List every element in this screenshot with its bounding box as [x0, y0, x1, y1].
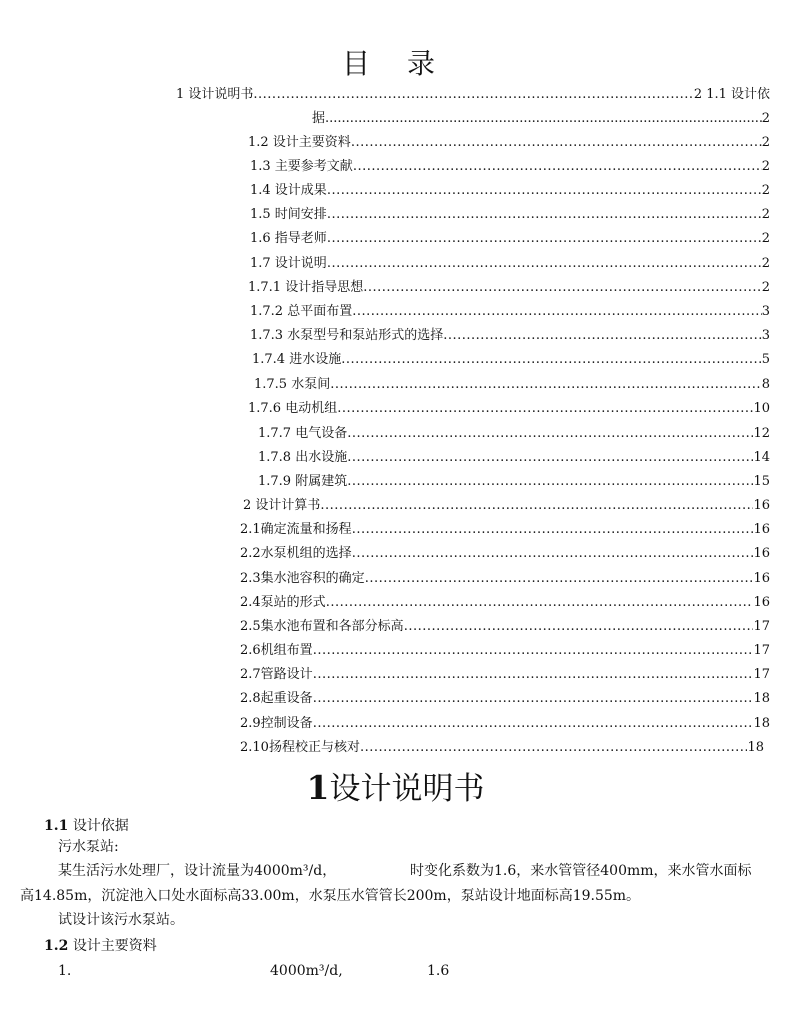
toc-entry-label: 2.3集水池容积的确定 — [240, 571, 365, 586]
section-heading-1-2 — [44, 935, 157, 955]
toc-leader — [347, 473, 753, 491]
toc-entry-label: 1.7.9 附属建筑 — [258, 474, 348, 489]
toc-leader — [347, 449, 753, 467]
toc-entry-page: 5 — [761, 352, 770, 367]
toc-entry-label: 1.7.4 进水设施 — [252, 352, 342, 367]
toc-entry[interactable] — [250, 182, 770, 200]
toc-entry[interactable] — [250, 327, 770, 345]
toc-leader — [320, 497, 753, 515]
toc-entry[interactable] — [250, 303, 770, 321]
toc-leader — [327, 206, 762, 224]
toc-entry-tail: 1.1 设计依 — [706, 87, 770, 102]
chapter-title: 设计说明书 — [329, 771, 485, 807]
toc-entry[interactable] — [250, 230, 770, 248]
toc-entry-page: 3 — [761, 304, 770, 319]
toc-entry-label: 1.7.3 水泵型号和泵站形式的选择 — [250, 328, 444, 343]
toc-entry-page: 18 — [747, 740, 764, 755]
section-number: 1.2 — [44, 938, 69, 954]
toc-entry-page: 18 — [753, 716, 770, 731]
toc-entry[interactable] — [258, 473, 770, 491]
toc-leader — [313, 666, 754, 684]
paragraph-line-1b: 时变化系数为1.6，来水管管径400mm，来水管水面标 — [410, 863, 752, 879]
chapter-heading — [0, 763, 791, 808]
toc-entry-page: 12 — [753, 426, 770, 441]
toc-entry-page: 3 — [761, 328, 770, 343]
toc-entry[interactable] — [250, 158, 770, 176]
toc-entry-label: 1.7.1 设计指导思想 — [248, 280, 364, 295]
toc-entry[interactable] — [254, 376, 770, 394]
paragraph-line-1a: 某生活污水处理厂，设计流量为4000m³/d， — [58, 863, 337, 879]
toc-entry-label: 1.7 设计说明 — [250, 256, 327, 271]
toc-entry[interactable] — [248, 279, 770, 297]
toc-leader — [404, 618, 754, 636]
toc-leader — [365, 570, 754, 588]
paragraph-task: 试设计该污水泵站。 — [58, 912, 184, 928]
toc-leader — [313, 642, 754, 660]
toc-entry-label: 2 设计计算书 — [243, 498, 321, 513]
toc-entry-label: 2.4泵站的形式 — [240, 595, 326, 610]
toc-entry[interactable] — [252, 351, 770, 369]
toc-entry-page: 17 — [753, 619, 770, 634]
toc-leader — [326, 594, 754, 612]
toc-entry-label: 1.5 时间安排 — [250, 207, 327, 222]
toc-entry-label: 1.7.7 电气设备 — [258, 426, 348, 441]
toc-entry-page: 2 — [761, 159, 770, 174]
toc-entry[interactable] — [258, 425, 770, 443]
toc-leader — [313, 690, 754, 708]
paragraph-line-2: 高14.85m，沉淀池入口处水面标高33.00m，水泵压水管管长200m，泵站设计地面标高19.55m。 — [20, 888, 641, 904]
toc-leader — [363, 279, 762, 297]
toc-entry[interactable] — [240, 739, 764, 757]
toc-leader — [337, 400, 753, 418]
list-item-flow: 4000m³/d, — [270, 963, 343, 979]
toc-entry-page: 10 — [753, 401, 770, 416]
toc-leader — [347, 425, 753, 443]
toc-entry-page: 2 — [761, 183, 770, 198]
toc-entry-page: 2 — [693, 87, 703, 102]
toc-entry[interactable] — [240, 594, 770, 612]
list-item-number: 1. — [58, 963, 72, 979]
toc-entry[interactable] — [250, 255, 770, 273]
toc-entry[interactable] — [243, 497, 770, 515]
toc-entry-label: 据 — [312, 111, 326, 126]
toc-entry-page: 17 — [753, 643, 770, 658]
toc-entry-label: 1.7.6 电动机组 — [248, 401, 338, 416]
toc-entry-label: 1.6 指导老师 — [250, 231, 327, 246]
toc-entry-page: 16 — [753, 571, 770, 586]
toc-entry-label: 1.7.8 出水设施 — [258, 450, 348, 465]
toc-entry-page: 2 — [761, 135, 770, 150]
toc-entry[interactable] — [240, 666, 770, 684]
section-number: 1.1 — [44, 818, 69, 834]
toc-entry[interactable] — [248, 134, 770, 152]
section-title: 设计主要资料 — [72, 938, 157, 954]
toc-entry-page: 16 — [753, 546, 770, 561]
toc-entry-label: 2.7管路设计 — [240, 667, 313, 682]
toc-entry-page: 2 — [761, 256, 770, 271]
toc-entry-label: 2.1确定流量和扬程 — [240, 522, 352, 537]
toc-entry[interactable] — [250, 206, 770, 224]
toc-leader — [353, 158, 762, 176]
list-item-factor: 1.6 — [427, 963, 450, 979]
toc-entry-page: 14 — [753, 450, 770, 465]
toc-entry-label: 1.7.2 总平面布置 — [250, 304, 353, 319]
toc-entry[interactable] — [240, 570, 770, 588]
toc-entry-page: 16 — [753, 498, 770, 513]
toc-leader — [327, 230, 762, 248]
toc-leader — [313, 715, 754, 733]
toc-leader — [352, 303, 762, 321]
toc-entry-page: 16 — [753, 595, 770, 610]
toc-entry-label: 1 设计说明书 — [176, 87, 254, 102]
toc-entry-page: 18 — [753, 691, 770, 706]
toc-entry-page: 2 — [761, 207, 770, 222]
toc-leader — [253, 86, 694, 104]
toc-entry-continuation[interactable] — [312, 110, 770, 128]
toc-entry-page: 15 — [753, 474, 770, 489]
toc-leader — [352, 545, 754, 563]
toc-entry[interactable] — [240, 715, 770, 733]
toc-leader — [443, 327, 762, 345]
paragraph-station: 污水泵站: — [58, 839, 119, 855]
toc-leader — [327, 182, 762, 200]
toc-title: 目 录 — [342, 47, 449, 80]
toc-entry-label: 2.6机组布置 — [240, 643, 313, 658]
toc-entry-first[interactable] — [176, 86, 770, 104]
toc-entry-page: 2 — [761, 111, 770, 126]
toc-entry-page: 2 — [761, 231, 770, 246]
toc-entry[interactable] — [258, 449, 770, 467]
chapter-number: 1 — [306, 768, 330, 807]
toc-entry[interactable] — [240, 521, 770, 539]
toc-leader — [351, 134, 762, 152]
toc-entry-label: 2.9控制设备 — [240, 716, 313, 731]
toc-entry-label: 1.2 设计主要资料 — [248, 135, 351, 150]
toc-entry-page: 17 — [753, 667, 770, 682]
section-heading-1-1 — [44, 815, 129, 835]
toc-leader — [360, 739, 748, 757]
toc-entry-label: 1.7.5 水泵间 — [254, 377, 331, 392]
toc-entry-page: 8 — [761, 377, 770, 392]
toc-entry[interactable] — [240, 618, 770, 636]
toc-leader — [330, 376, 762, 394]
toc-entry-label: 2.10扬程校正与核对 — [240, 740, 360, 755]
toc-entry-page: 16 — [753, 522, 770, 537]
toc-entry[interactable] — [248, 400, 770, 418]
toc-entry-label: 2.5集水池布置和各部分标高 — [240, 619, 404, 634]
toc-entry[interactable] — [240, 690, 770, 708]
toc-entry-label: 1.4 设计成果 — [250, 183, 327, 198]
toc-entry-label: 1.3 主要参考文献 — [250, 159, 353, 174]
toc-leader — [327, 255, 762, 273]
toc-entry-page: 2 — [761, 280, 770, 295]
toc-leader — [352, 521, 754, 539]
toc-entry-label: 2.2水泵机组的选择 — [240, 546, 352, 561]
toc-entry[interactable] — [240, 642, 770, 660]
toc-entry-label: 2.8起重设备 — [240, 691, 313, 706]
toc-leader — [325, 110, 762, 128]
toc-entry[interactable] — [240, 545, 770, 563]
toc-leader — [341, 351, 762, 369]
section-title: 设计依据 — [72, 818, 129, 834]
